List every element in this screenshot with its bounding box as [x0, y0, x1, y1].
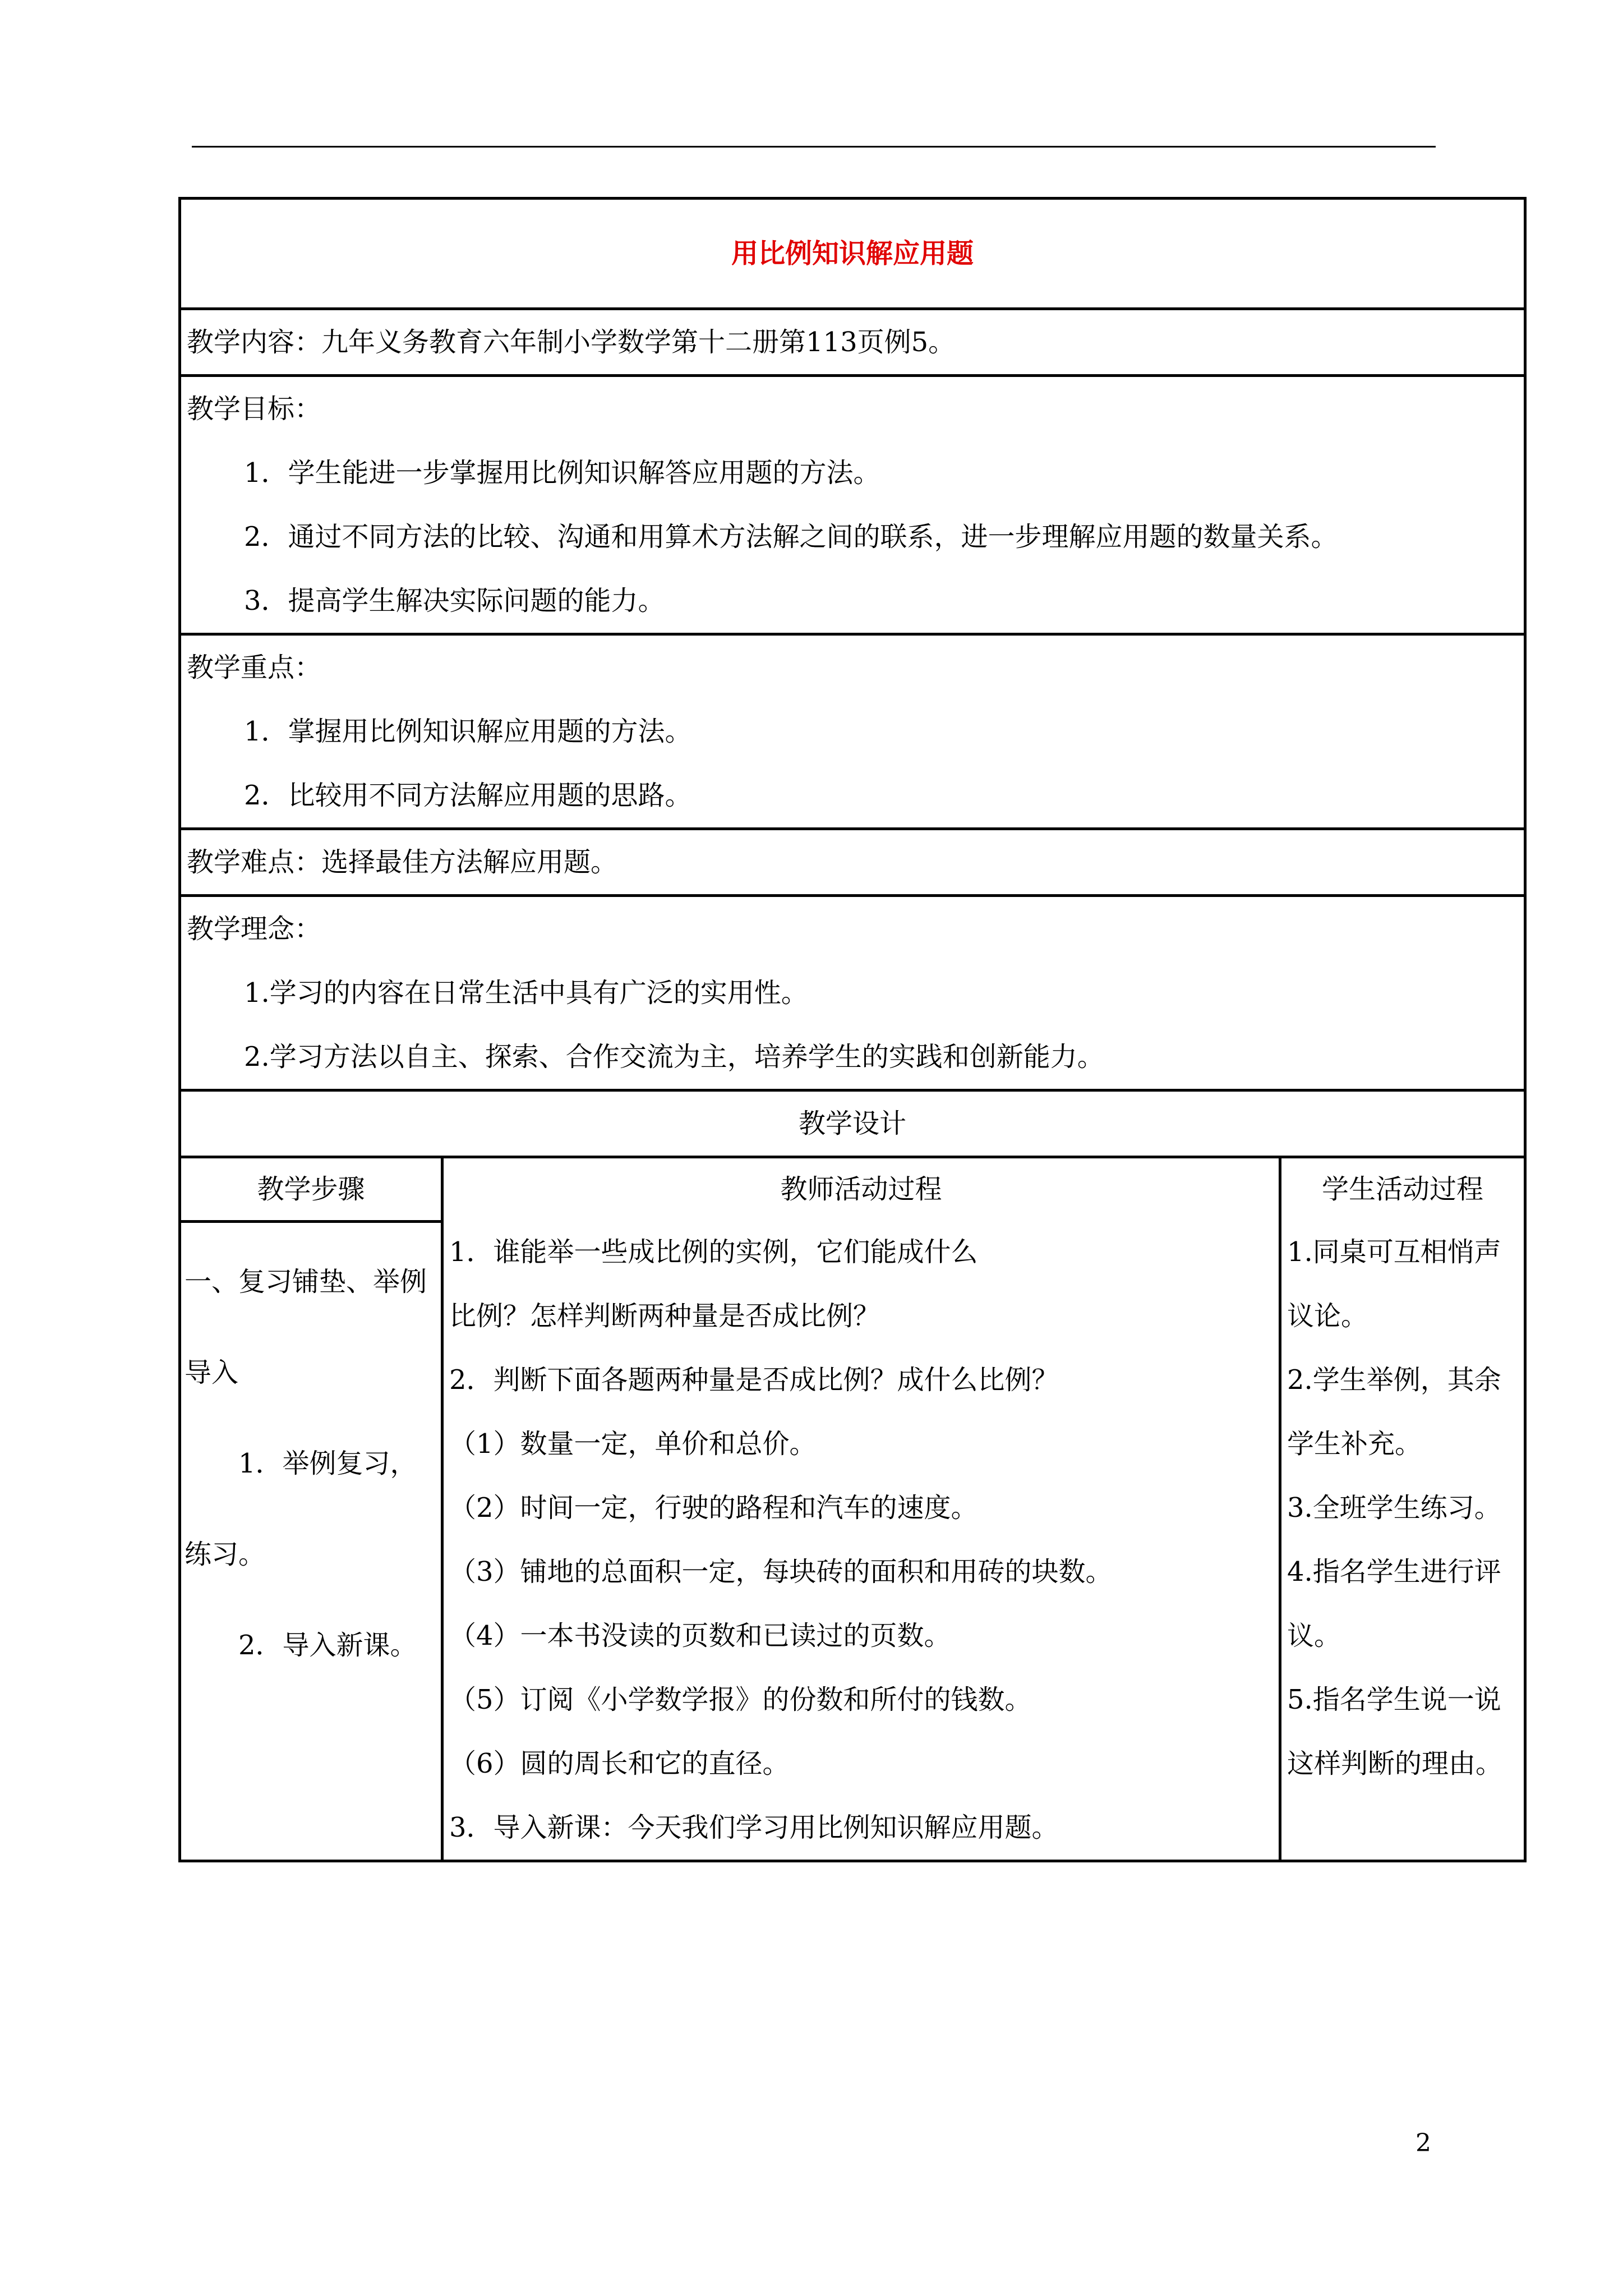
teacher-line: 比例？怎样判断两种量是否成比例？ [449, 1300, 880, 1332]
teaching-objectives [180, 376, 1525, 634]
teaching-difficulty: 教学难点：选择最佳方法解应用题。 [180, 829, 1525, 896]
teacher-line: （3）铺地的总面积一定，每块砖的面积和用砖的块数。 [449, 1556, 1113, 1588]
teacher-activity-column [442, 1157, 1280, 1861]
steps-content [181, 1250, 441, 1677]
teacher-line: （5）订阅《小学数学报》的份数和所付的钱数。 [449, 1684, 1032, 1715]
step-heading: 一、复习铺垫、举例 [185, 1266, 427, 1297]
teacher-line: （4）一本书没读的页数和已读过的页数。 [449, 1620, 951, 1651]
student-line: 这样判断的理由。 [1287, 1748, 1503, 1779]
student-line: 2.学生举例，其余 [1287, 1364, 1501, 1396]
student-line: 1.同桌可互相悄声 [1287, 1236, 1501, 1268]
philosophy-item: 1.学习的内容在日常生活中具有广泛的实用性。 [244, 977, 808, 1009]
key-point-item: 2．比较用不同方法解应用题的思路。 [244, 780, 692, 811]
student-line: 5.指名学生说一说 [1287, 1684, 1501, 1715]
student-activity-column [1280, 1157, 1525, 1861]
student-line: 议论。 [1287, 1300, 1368, 1332]
step-sub-1: 1．举例复习， [238, 1448, 417, 1479]
steps-column [180, 1157, 442, 1861]
steps-column-header: 教学步骤 [181, 1158, 441, 1223]
philosophy-item: 2.学习方法以自主、探索、合作交流为主，培养学生的实践和创新能力。 [244, 1041, 1104, 1073]
key-points-label: 教学重点： [187, 652, 322, 683]
key-point-item: 1．掌握用比例知识解应用题的方法。 [244, 716, 692, 747]
objective-item: 1．学生能进一步掌握用比例知识解答应用题的方法。 [244, 457, 880, 489]
objectives-label: 教学目标： [187, 393, 322, 425]
teaching-philosophy [180, 896, 1525, 1091]
philosophy-label: 教学理念： [187, 913, 322, 945]
teacher-line: 2．判断下面各题两种量是否成比例？成什么比例？ [449, 1364, 1059, 1396]
student-line: 学生补充。 [1287, 1428, 1422, 1460]
teacher-line: 1．谁能举一些成比例的实例，它们能成什么 [449, 1236, 978, 1268]
step-heading-cont: 导入 [185, 1357, 239, 1388]
teacher-line: 3．导入新课：今天我们学习用比例知识解应用题。 [449, 1812, 1059, 1843]
student-line: 3.全班学生练习。 [1287, 1492, 1501, 1524]
page-number: 2 [1415, 2129, 1431, 2157]
student-column-header: 学生活动过程 [1322, 1174, 1484, 1205]
objective-item: 3．提高学生解决实际问题的能力。 [244, 585, 665, 616]
teaching-content: 教学内容：九年义务教育六年制小学数学第十二册第113页例5。 [180, 309, 1525, 376]
teacher-line: （1）数量一定，单价和总价。 [449, 1428, 817, 1460]
student-line: 4.指名学生进行评 [1287, 1556, 1501, 1588]
teacher-line: （2）时间一定，行驶的路程和汽车的速度。 [449, 1492, 978, 1524]
teacher-line: （6）圆的周长和它的直径。 [449, 1748, 790, 1779]
lesson-title: 用比例知识解应用题 [180, 199, 1525, 309]
step-sub-2: 2．导入新课。 [238, 1630, 417, 1661]
step-sub-1-cont: 练习。 [185, 1539, 266, 1570]
header-rule [192, 146, 1436, 148]
lesson-plan-table [178, 197, 1527, 1862]
design-header: 教学设计 [180, 1091, 1525, 1157]
objective-item: 2．通过不同方法的比较、沟通和用算术方法解之间的联系，进一步理解应用题的数量关系。 [244, 521, 1338, 553]
teaching-key-points [180, 634, 1525, 829]
teacher-column-header: 教师活动过程 [780, 1174, 942, 1205]
student-line: 议。 [1287, 1620, 1341, 1651]
